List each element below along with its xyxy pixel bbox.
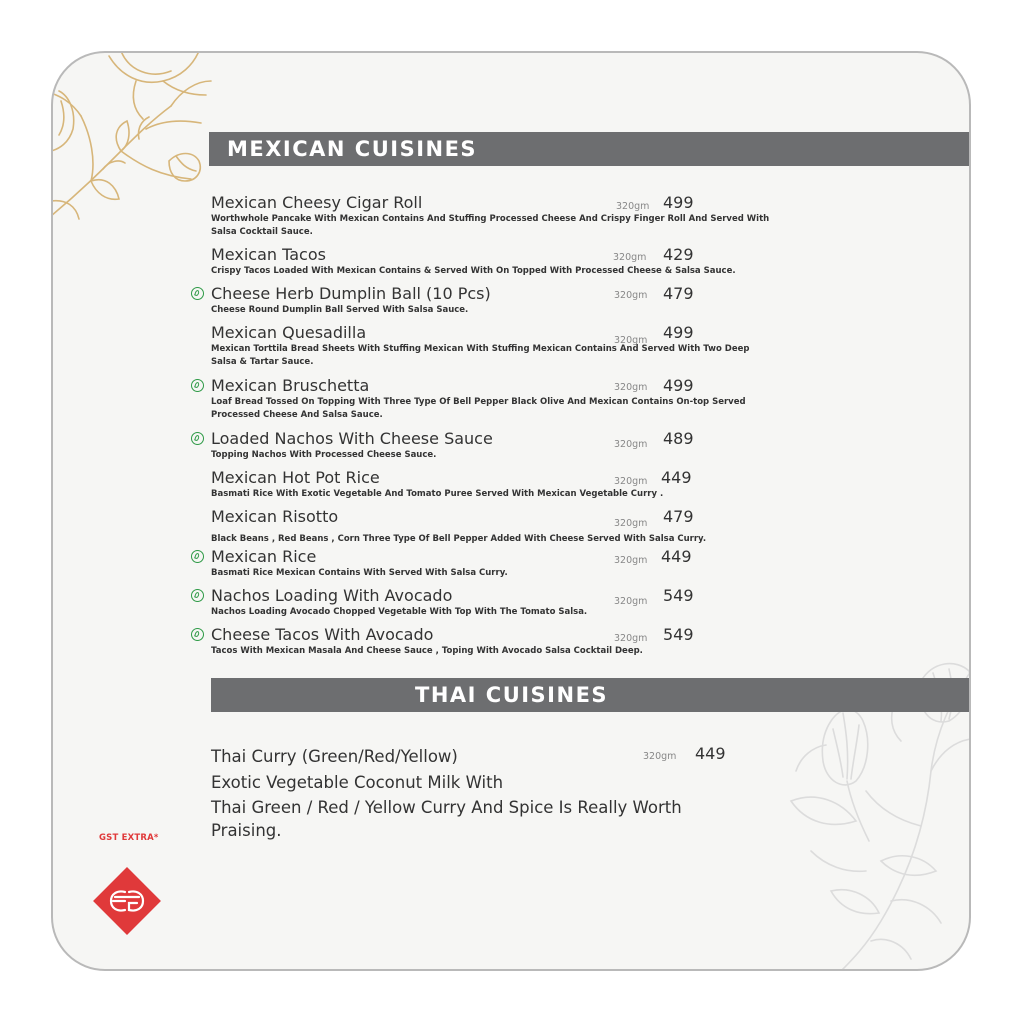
menu-item-weight: 320gm [614,335,648,346]
menu-item-description: Basmati Rice Mexican Contains With Served With Salsa Curry. [211,568,508,578]
section-header-mexican [209,132,971,166]
menu-item-price: 549 [663,586,694,605]
menu-item-description: Topping Nachos With Processed Cheese Sauce. [211,450,437,460]
menu-item-name: Mexican Tacos [211,245,326,264]
menu-item-name: Thai Curry (Green/Red/Yellow) [211,747,458,766]
menu-item-price: 479 [663,507,694,526]
menu-item-description-line: Thai Green / Red / Yellow Curry And Spice Is Really Worth [211,798,682,817]
menu-item-name: Cheese Tacos With Avocado [211,625,434,644]
menu-item-description: Basmati Rice With Exotic Vegetable And Tomato Puree Served With Mexican Vegetable Curry . [211,489,664,499]
menu-item-name: Mexican Quesadilla [211,323,367,342]
menu-item-name: Mexican Hot Pot Rice [211,468,380,487]
menu-item-weight: 320gm [614,555,648,566]
section-title-mexican: MEXICAN CUISINES [227,137,478,161]
menu-item-weight: 320gm [614,439,648,450]
menu-item-description: Loaf Bread Tossed On Topping With Three Type Of Bell Pepper Black Olive And Mexican Contains On-top Served Processed Cheese And Salsa Sauce. [211,397,746,420]
menu-item-price: 489 [663,429,694,448]
menu-item-price: 429 [663,245,694,264]
menu-item-description: Black Beans , Red Beans , Corn Three Type Of Bell Pepper Added With Cheese Served With Salsa Curry. [211,534,707,544]
menu-item-price: 449 [661,547,692,566]
menu-item-weight: 320gm [643,751,677,762]
menu-item-weight: 320gm [613,252,647,263]
menu-item-name: Mexican Risotto [211,507,339,526]
menu-item-description: Worthwhole Pancake With Mexican Contains And Stuffing Processed Cheese And Crispy Finger Roll And Served With Salsa Cocktail Sauce. [211,214,770,237]
menu-item-weight: 320gm [614,382,648,393]
section-title-thai: THAI CUISINES [415,683,609,707]
veg-leaf-icon [191,287,204,300]
menu-item-description: Crispy Tacos Loaded With Mexican Contains & Served With On Topped With Processed Cheese & Salsa Sauce. [211,266,736,276]
menu-item-weight: 320gm [614,633,648,644]
menu-card [51,51,971,971]
gst-extra-note: GST EXTRA* [99,833,159,843]
floral-top-left-illustration [51,51,221,231]
menu-item-name: Mexican Rice [211,547,317,566]
menu-item-price: 499 [663,193,694,212]
menu-item-name: Mexican Cheesy Cigar Roll [211,193,423,212]
menu-item-name: Cheese Herb Dumplin Ball (10 Pcs) [211,284,491,303]
menu-item-price: 499 [663,376,694,395]
menu-item-price: 449 [661,468,692,487]
brand-logo-icon [91,865,163,937]
menu-item-name: Nachos Loading With Avocado [211,586,453,605]
menu-item-description: Cheese Round Dumplin Ball Served With Salsa Sauce. [211,305,469,315]
menu-item-price: 499 [663,323,694,342]
veg-leaf-icon [191,432,204,445]
section-header-thai [211,678,971,712]
menu-item-price: 549 [663,625,694,644]
veg-leaf-icon [191,379,204,392]
veg-leaf-icon [191,628,204,641]
menu-item-weight: 320gm [614,290,648,301]
menu-item-price: 449 [695,744,726,763]
menu-item-weight: 320gm [616,201,650,212]
menu-item-description-line: Praising. [211,821,282,840]
menu-item-price: 479 [663,284,694,303]
menu-item-description: Mexican Torttila Bread Sheets With Stuffing Mexican With Stuffing Mexican Contains And Served With Two Deep Salsa & Tartar Sauce. [211,344,750,367]
menu-item-weight: 320gm [614,476,648,487]
veg-leaf-icon [191,550,204,563]
menu-item-description: Nachos Loading Avocado Chopped Vegetable With Top With The Tomato Salsa. [211,607,588,617]
menu-item-weight: 320gm [614,596,648,607]
menu-item-name: Loaded Nachos With Cheese Sauce [211,429,493,448]
menu-item-name: Mexican Bruschetta [211,376,370,395]
menu-item-description: Tacos With Mexican Masala And Cheese Sauce , Toping With Avocado Salsa Cocktail Deep. [211,646,643,656]
menu-item-weight: 320gm [614,518,648,529]
veg-leaf-icon [191,589,204,602]
menu-item-description-line: Exotic Vegetable Coconut Milk With [211,773,504,792]
